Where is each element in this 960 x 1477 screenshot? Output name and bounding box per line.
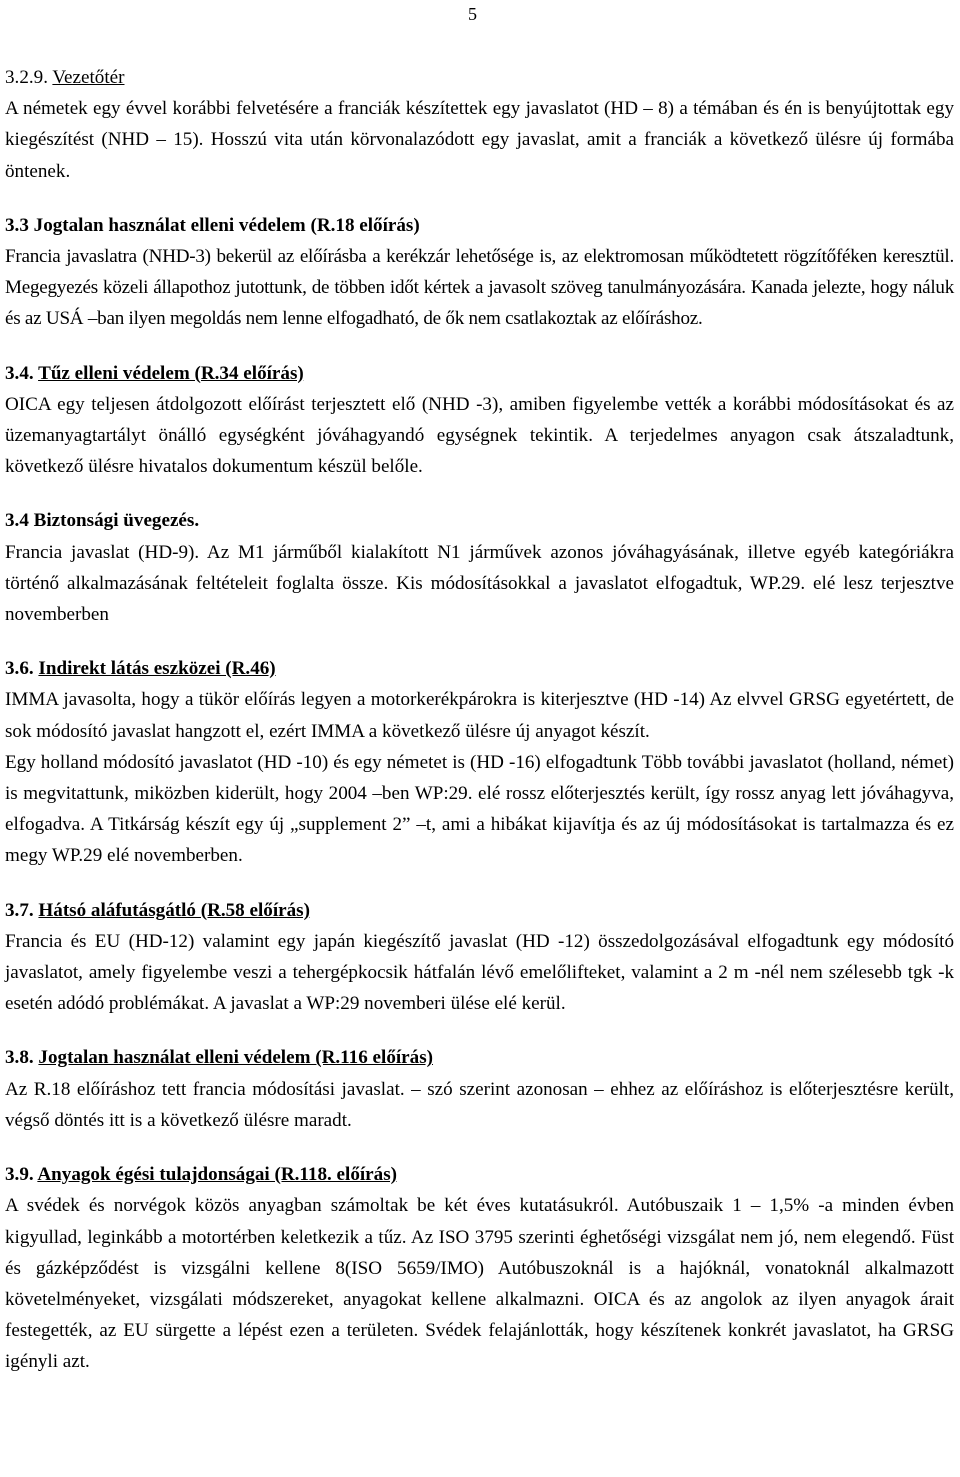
section-3-4-glazing (5, 505, 954, 630)
section-title: Vezetőtér (52, 67, 125, 88)
section-title: Jogtalan használat elleni védelem (R.18 előírás) (33, 214, 420, 236)
section-3-3 (5, 210, 954, 335)
section-title: Jogtalan használat elleni védelem (R.116 előírás) (38, 1047, 433, 1069)
paragraph: A svédek és norvégok közös anyagban számoltak be két éves kutatásukról. Autóbuszaik 1 – 1,5% -a minden évben kigyullad, leginkább a motortérben keletkezik a tűz. Az ISO 3795 szerinti éghetőségi vizsgálat nem jó, nem elegendő. Füst és gázképződést is vizsgálni kellene 8(ISO 5659/IMO) Autóbuszoknál is a hajóknál, vonatoknál alkalmazott követelményeket, vizsgálati módszereket, anyagokat kellene alkalmazni. OICA és az angolok az ilyen anyagok árait festegették, az EU sürgette a lépést ezen a területen. Svédek felajánlották, hogy készítenek konkrét javaslatot, ha GRSG igényli azt. (5, 1195, 954, 1373)
paragraph: Francia javaslatra (NHD-3) bekerül az előírásba a kerékzár lehetősége is, az elektromosan működtetett rögzítőféken keresztül. Megegyezés közeli állapothoz jutottunk, de többen időt kértek a javasolt szöveg tanulmányozására. Kanada jelezte, hogy náluk és az USÁ –ban ilyen megoldás nem lenne elfogadható, de ők nem csatlakoztak az előíráshoz. (5, 246, 954, 330)
section-number: 3.7. (5, 899, 39, 921)
section-number: 3.8. (5, 1047, 39, 1069)
section-title: Tűz elleni védelem (R.34 előírás) (38, 362, 304, 384)
paragraph: A németek egy évvel korábbi felvetésére a franciák készítettek egy javaslatot (HD – 8) a témában és én is benyújtottak egy kiegészítést (NHD – 15). Hosszú vita után körvonalazódott egy javaslat, amit a franciák a következő ülésre új formába öntenek. (5, 98, 954, 182)
section-3-9 (5, 1159, 954, 1377)
section-heading (5, 62, 954, 93)
section-number: 3.4. (5, 362, 39, 384)
section-heading (5, 505, 954, 536)
section-number: 3.6. (5, 658, 39, 680)
section-number: 3.9. (5, 1164, 38, 1186)
section-heading (5, 358, 954, 389)
section-heading (5, 895, 954, 926)
section-heading (5, 1159, 954, 1190)
paragraph: IMMA javasolta, hogy a tükör előírás legyen a motorkerékpárokra is kiterjesztve (HD -14) Az elvvel GRSG egyetértett, de sok módosító javaslat hangzott el, ezért IMMA a következő ülésre új anyagot készít. (5, 689, 954, 742)
paragraph: OICA egy teljesen átdolgozott előírást terjesztett elő (NHD -3), amiben figyelembe vették a korábbi módosításokat és az üzemanyagtartályt önálló egységként jóváhagyandó egységnek tekintik. A terjedelmes anyagon csak átszaladtunk, következő ülésre hivatalos dokumentum készül belőle. (5, 393, 954, 478)
paragraph: Az R.18 előíráshoz tett francia módosítási javaslat. – szó szerint azonosan – ehhez az előíráshoz is előterjesztésre került, végső döntés itt is a következő ülésre maradt. (5, 1078, 954, 1131)
document-body (5, 62, 954, 1378)
section-title: Anyagok égési tulajdonságai (R.118. előírás) (37, 1164, 397, 1186)
section-3-2-9 (5, 62, 954, 187)
section-title: Indirekt látás eszközei (R.46) (38, 658, 276, 680)
paragraph: Egy holland módosító javaslatot (HD -10) és egy németet is (HD -16) elfogadtunk Több további javaslatot (holland, német) is megvitattunk, miközben kiderült, hogy 2004 –ben WP:29. elé rossz előterjesztés került, így rossz anyag lett jóváhagyva, elfogadva. A Titkárság készít egy új „supplement 2” –t, ami a hibákat kijavítja és az új módosításokat is tartalmazza és ez megy WP.29 elé novemberben. (5, 751, 954, 867)
section-number: 3.4 (5, 510, 34, 532)
section-heading (5, 653, 954, 684)
section-heading (5, 1042, 954, 1073)
section-3-8 (5, 1042, 954, 1136)
paragraph: Francia javaslat (HD-9). Az M1 járműből kialakított N1 járművek azonos jóváhagyásának, illetve egyéb kategóriákra történő alkalmazásának feltételeit foglalta össze. Kis módosításokkal a javaslatot elfogadtuk, WP.29. elé lesz terjesztve novemberben (5, 541, 954, 626)
section-title: Biztonsági üvegezés. (33, 510, 200, 532)
section-heading (5, 210, 954, 241)
paragraph: Francia és EU (HD-12) valamint egy japán kiegészítő javaslat (HD -12) összedolgozásával elfogadtunk egy módosító javaslatot, amely figyelembe veszi a tehergépkocsik hátfalán lévő emelőlifteket, valamint a 2 m -nél nem szélesebb tgk -k esetén adódó problémákat. A javaslat a WP:29 novemberi ülése elé kerül. (5, 930, 954, 1015)
page-number: 5 (468, 4, 477, 24)
section-number: 3.2.9. (5, 67, 53, 88)
section-3-6 (5, 653, 954, 871)
section-number: 3.3 (5, 214, 34, 236)
section-title: Hátsó aláfutásgátló (R.58 előírás) (38, 899, 310, 921)
section-3-4-fire (5, 358, 954, 483)
section-3-7 (5, 895, 954, 1020)
